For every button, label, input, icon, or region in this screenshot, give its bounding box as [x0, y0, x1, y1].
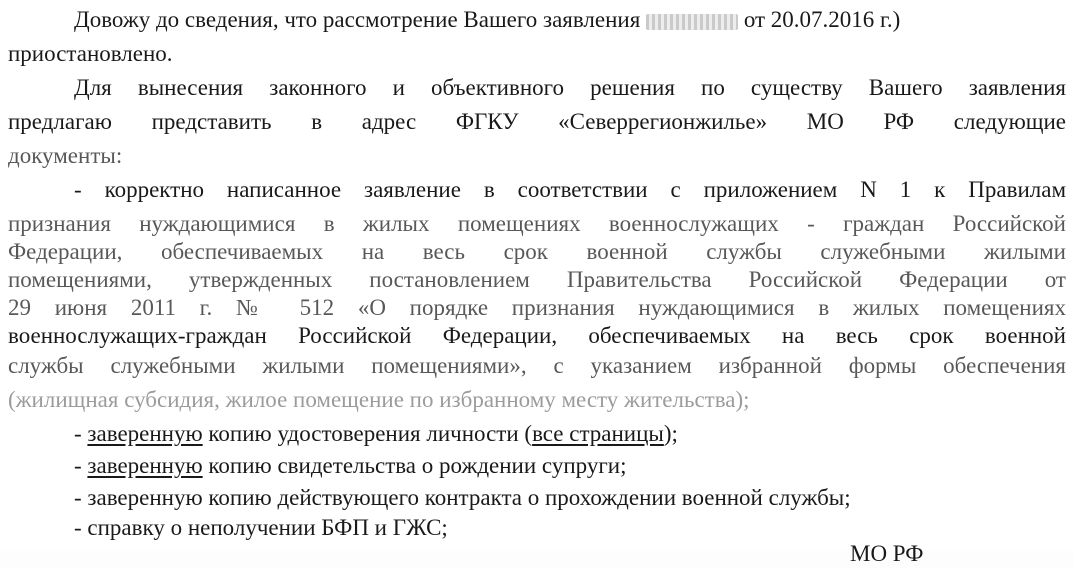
- list-intro-line-1: - корректно написанное заявление в соответствии с приложением N 1 к Правилам: [74, 177, 1066, 202]
- list-intro-line-5: 29 июня 2011 г. № 512 «О порядке признания нуждающимися в жилых помещениях: [8, 295, 1066, 320]
- list-intro-line-2: признания нуждающимися в жилых помещениях военнослужащих - граждан Российской: [8, 211, 1066, 236]
- cut-off-line: [0, 536, 1074, 566]
- underlined-certified-2: заверенную: [87, 453, 203, 478]
- list-intro-line-3: Федерации, обеспечиваемых на весь срок военной службы служебными жилыми: [8, 239, 1066, 264]
- list-item-passport: - заверенную копию удостоверения личности (все страницы);: [74, 421, 678, 446]
- underlined-certified: заверенную: [87, 421, 203, 446]
- underlined-all-pages: все страницы: [532, 421, 664, 446]
- list-item-certificate-bfp: - справку о неполучении БФП и ГЖС;: [74, 515, 448, 540]
- line-2: приостановлено.: [8, 41, 173, 66]
- list-intro-line-7: службы служебными жилыми помещениями», с указанием избранной формы обеспечения: [8, 353, 1066, 378]
- list-item-contract: - заверенную копию действующего контракта о прохождении военной службы;: [74, 485, 851, 510]
- line-1: [74, 6, 1066, 34]
- line-1-start: Довожу до сведения, что рассмотрение Вашего заявления: [74, 7, 647, 32]
- list-intro-line-6: военнослужащих-граждан Российской Федерации, обеспечиваемых на весь срок военной: [8, 323, 1066, 348]
- paragraph-2-line-2: предлагаю представить в адрес ФГКУ «Северрегионжилье» МО РФ следующие: [8, 109, 1066, 134]
- line-1-end: от 20.07.2016 г.): [738, 7, 901, 32]
- list-intro-line-8: (жилищная субсидия, жилое помещение по избранному месту жительства);: [8, 387, 750, 412]
- cut-off-text: МО РФ: [850, 541, 924, 566]
- list-item-birth-certificate: - заверенную копию свидетельства о рождении супруги;: [74, 453, 627, 478]
- paragraph-2-line-3: документы:: [8, 143, 123, 168]
- redacted-number: [646, 14, 738, 30]
- paragraph-2-line-1: Для вынесения законного и объективного решения по существу Вашего заявления: [74, 75, 1066, 100]
- list-intro-line-4: помещениями, утвержденных постановлением Правительства Российской Федерации от: [8, 267, 1066, 292]
